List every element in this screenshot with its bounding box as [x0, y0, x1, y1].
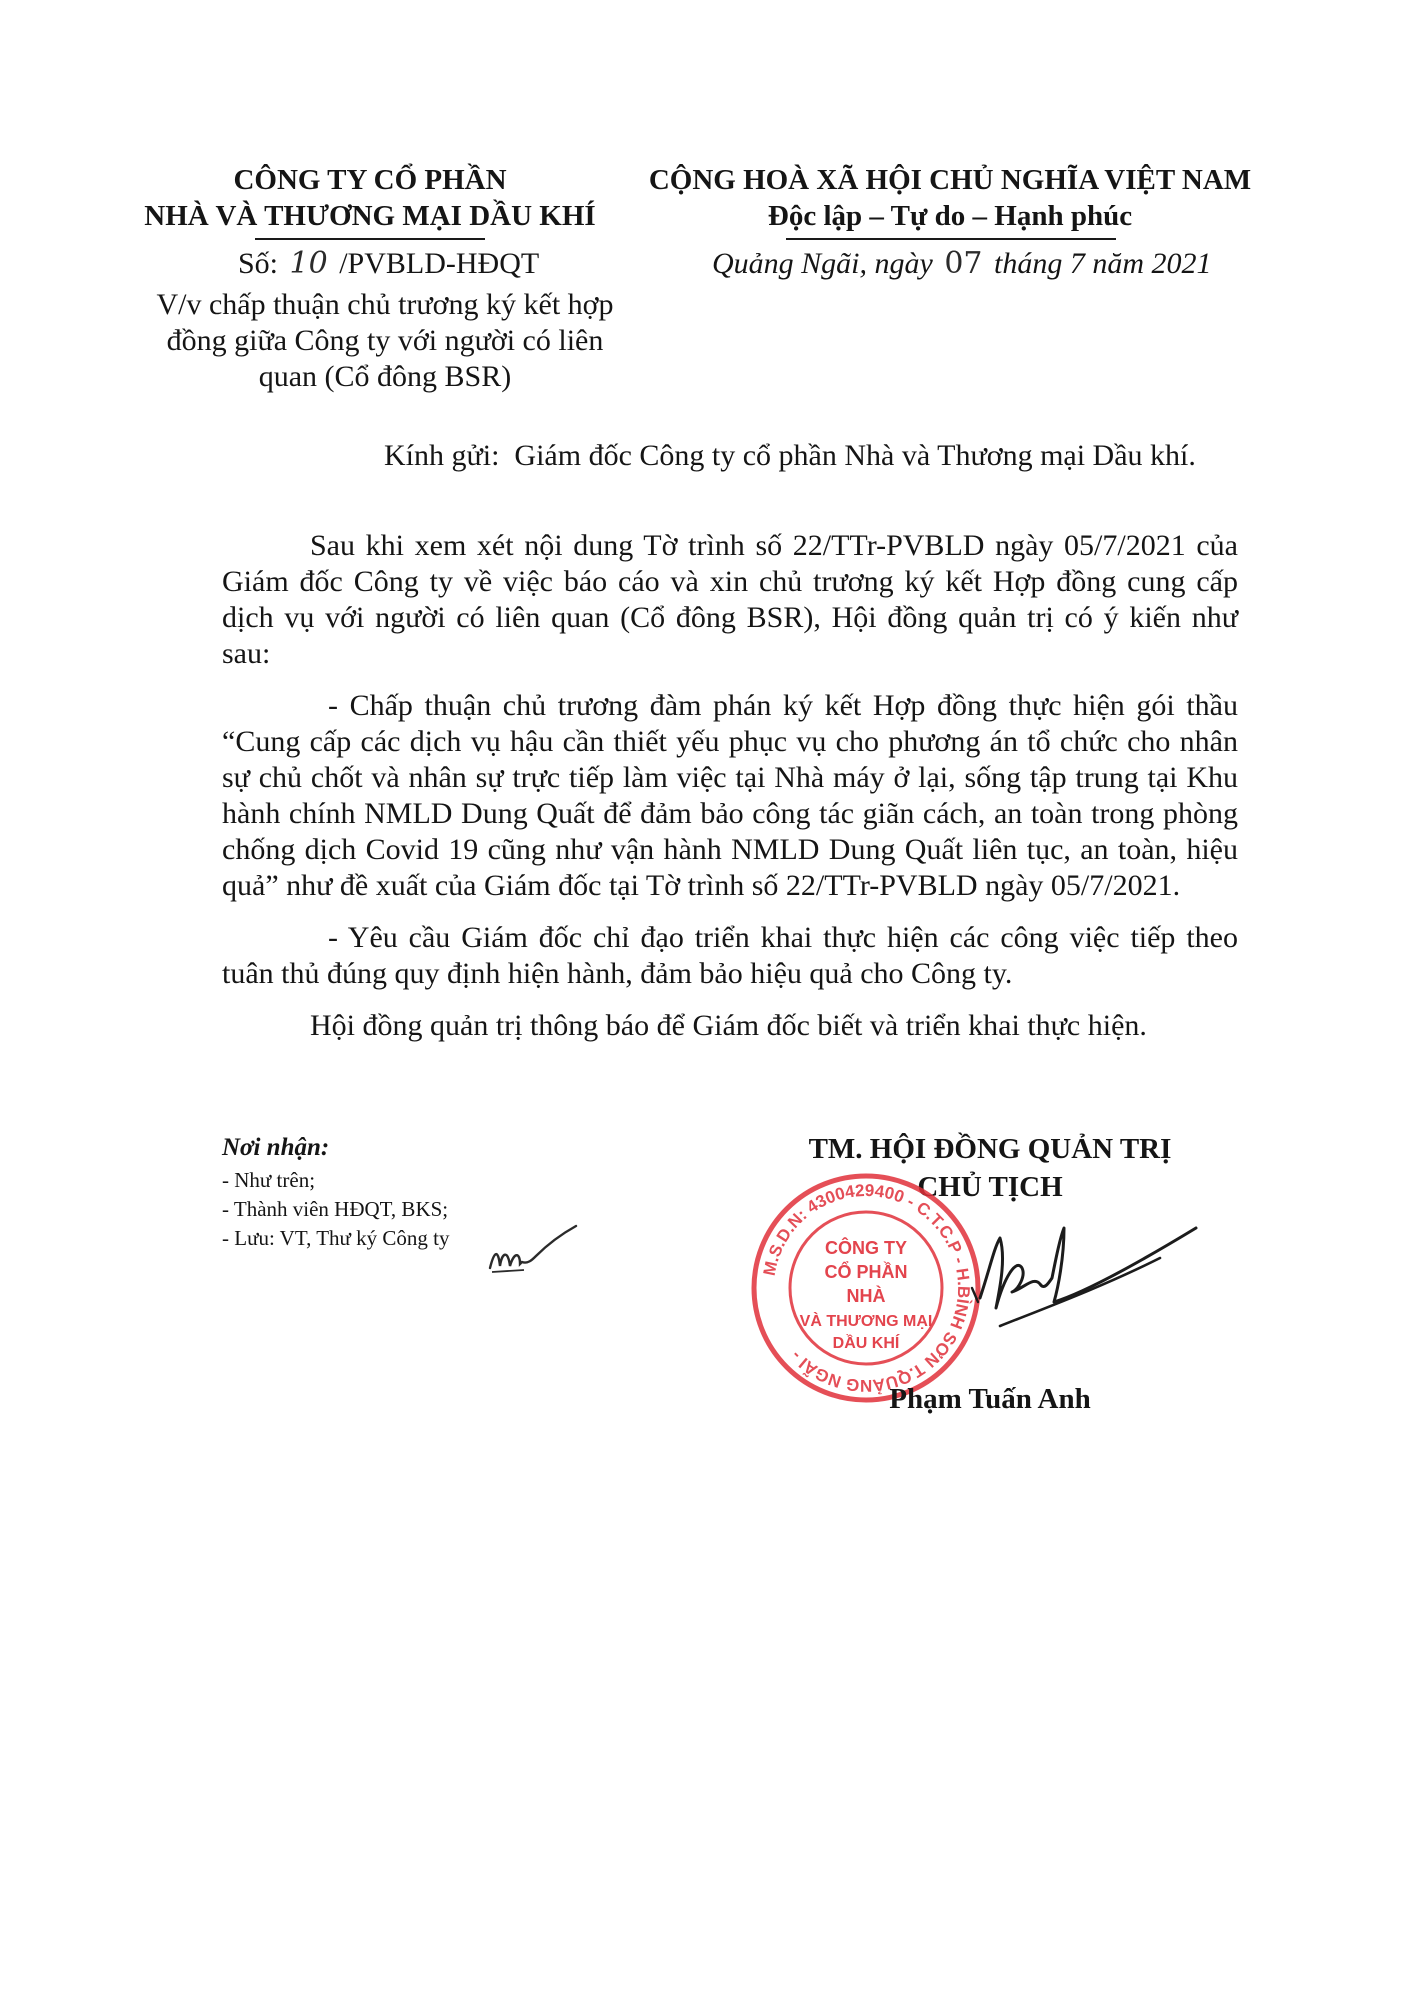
- company-name-line1: CÔNG TY CỔ PHẦN: [233, 164, 507, 196]
- country-name: CỘNG HOÀ XÃ HỘI CHỦ NGHĨA VIỆT NAM: [648, 164, 1252, 196]
- signature-line1: TM. HỘI ĐỒNG QUẢN TRỊ: [808, 1133, 1172, 1165]
- stamp-center-line4: VÀ THƯƠNG MẠI: [799, 1313, 933, 1330]
- place-date: [712, 246, 1212, 282]
- doc-number-handwritten: 10: [289, 246, 328, 281]
- doc-number-suffix: /PVBLD-HĐQT: [339, 247, 540, 280]
- initials-signature: [484, 1222, 584, 1278]
- place-date-prefix: Quảng Ngãi, ngày: [712, 247, 933, 280]
- subject-line1: V/v chấp thuận chủ trương ký kết hợp: [156, 288, 614, 321]
- handwritten-signature: [960, 1198, 1200, 1348]
- motto-underline: [786, 238, 1116, 240]
- stamp-ring-text: M.S.D.N: 4300429400 - C.T.C.P - H.BÌNH SƠN T.QUẢNG NGÃI -: [759, 1180, 974, 1396]
- company-seal-stamp: [746, 1168, 986, 1408]
- company-underline: [255, 238, 485, 240]
- recipient-item-3: - Lưu: VT, Thư ký Công ty: [222, 1226, 450, 1250]
- recipient-item-1: - Như trên;: [222, 1168, 316, 1192]
- salutation: Kính gửi: Giám đốc Công ty cổ phần Nhà và Thương mại Dầu khí.: [384, 439, 1196, 472]
- signature-line2: CHỦ TỊCH: [917, 1171, 1063, 1203]
- body-paragraph-2: - Chấp thuận chủ trương đàm phán ký kết Hợp đồng thực hiện gói thầu “Cung cấp các dịch vụ hậu cần thiết yếu phục vụ cho phương án tổ chức cho nhân sự chủ chốt và nhân sự trực tiếp làm việc tại Nhà máy ở lại, sống tập trung tại Khu hành chính NMLD Dung Quất để đảm bảo công tác giãn cách, an toàn trong phòng chống dịch Covid 19 cũng như vận hành NMLD Dung Quất liên tục, an toàn, hiệu quả” như đề xuất của Giám đốc tại Tờ trình số 22/TTr-PVBLD ngày 05/7/2021.: [222, 689, 1238, 902]
- country-motto: Độc lập – Tự do – Hạnh phúc: [767, 200, 1133, 232]
- subject-line2: đồng giữa Công ty với người có liên: [166, 324, 604, 357]
- doc-number-prefix: Số:: [238, 247, 279, 280]
- date-day-handwritten: 07: [944, 246, 983, 281]
- body-paragraph-4: Hội đồng quản trị thông báo để Giám đốc biết và triển khai thực hiện.: [310, 1009, 1147, 1042]
- recipients-title: Nơi nhận:: [222, 1134, 330, 1161]
- signer-name: Phạm Tuấn Anh: [889, 1383, 1091, 1415]
- stamp-center-line3: NHÀ: [846, 1286, 886, 1306]
- recipient-item-2: - Thành viên HĐQT, BKS;: [222, 1197, 449, 1221]
- subject-line3: quan (Cổ đông BSR): [258, 360, 512, 393]
- company-name-line2: NHÀ VÀ THƯƠNG MẠI DẦU KHÍ: [144, 200, 596, 232]
- body-paragraph-1: Sau khi xem xét nội dung Tờ trình số 22/TTr-PVBLD ngày 05/7/2021 của Giám đốc Công ty về việc báo cáo và xin chủ trương ký kết Hợp đồng cung cấp dịch vụ với người có liên quan (Cổ đông BSR), Hội đồng quản trị có ý kiến như sau:: [222, 529, 1238, 670]
- stamp-center-line2: CỔ PHẦN: [824, 1262, 908, 1282]
- document-subject: [150, 287, 620, 395]
- document-number: [238, 246, 539, 282]
- stamp-center-line1: CÔNG TY: [824, 1238, 908, 1258]
- stamp-center-line5: DẦU KHÍ: [832, 1335, 900, 1352]
- letter-body: [222, 528, 1238, 1044]
- body-paragraph-3: - Yêu cầu Giám đốc chỉ đạo triển khai thực hiện các công việc tiếp theo tuân thủ đúng quy định hiện hành, đảm bảo hiệu quả cho Công ty.: [222, 921, 1238, 990]
- recipients: [222, 1132, 450, 1253]
- place-date-suffix: tháng 7 năm 2021: [994, 247, 1212, 280]
